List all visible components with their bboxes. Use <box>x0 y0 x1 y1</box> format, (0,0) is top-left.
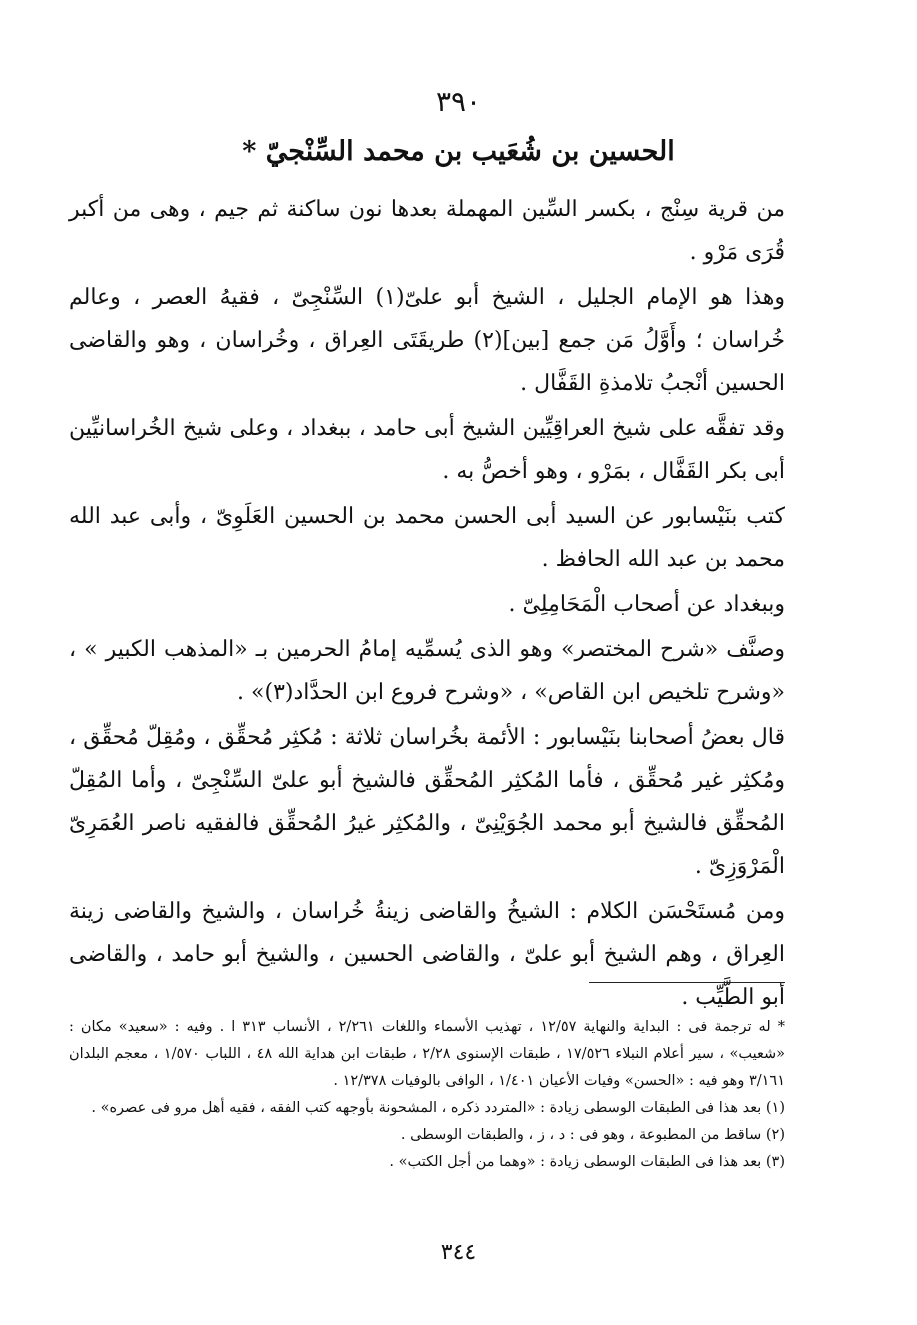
footnotes <box>69 1014 785 1176</box>
paragraph: وقد تفقَّه على شيخ العراقِيِّين الشيخ أبى حامد ، ببغداد ، وعلى شيخ الخُراسانيِّين أبى بكر القَفَّال ، بمَرْو ، وهو أخصُّ به . <box>69 416 785 484</box>
footnote: (٣) بعد هذا فى الطبقات الوسطى زيادة : «وهما من أجل الكتب» . <box>389 1154 785 1170</box>
paragraph: وهذا هو الإمام الجليل ، الشيخ أبو علىّ(١) السِّنْجِىّ ، فقيهُ العصر ، وعالم خُراسان ؛ وأَوَّلُ مَن جمع [بين](٢) طريقَتَى العِراق ، وخُراسان ، وهو والقاضى الحسين أنْجبُ تلامذةِ القَفَّال . <box>69 285 786 396</box>
footnote-separator <box>589 982 785 983</box>
footnote: (٢) ساقط من المطبوعة ، وهو فى : د ، ز ، والطبقات الوسطى . <box>400 1127 785 1143</box>
page-number: ٣٤٤ <box>440 1240 477 1265</box>
paragraph: كتب بنَيْسابور عن السيد أبى الحسن محمد بن الحسين العَلَوِىّ ، وأبى عبد الله محمد بن عبد الله الحافظ . <box>69 504 785 572</box>
entry-title: الحسين بن شُعَيب بن محمد السِّنْجيّ * <box>242 136 675 167</box>
paragraph: قال بعضُ أصحابنا بنَيْسابور : الأئمة بخُراسان ثلاثة : مُكثِر مُحقِّق ، ومُقِلّ مُحقِّق ، ومُكثِر غير مُحقِّق ، فأما المُكثِر المُحقِّق فالشيخ أبو علىّ السِّنْجِىّ ، وأما المُقِلّ المُحقِّق فالشيخ أبو محمد الجُوَيْنِىّ ، والمُكثِر غيرُ المُحقِّق فالفقيه ناصر العُمَرِىّ الْمَرْوَزِىّ . <box>69 725 785 879</box>
paragraph: وصنَّف «شرح المختصر» وهو الذى يُسمِّيه إمامُ الحرمين بـ «المذهب الكبير » ، «وشرح تلخيص ابن القاص» ، «وشرح فروع ابن الحدَّاد(٣)» . <box>69 637 785 705</box>
paragraph: وببغداد عن أصحاب الْمَحَامِلِىّ . <box>508 592 785 617</box>
paragraph: ومن مُستَحْسَن الكلام : الشيخُ والقاضى زينةُ خُراسان ، والشيخ والقاضى زينة العِراق ، وهم الشيخ أبو علىّ ، والقاضى الحسين ، والشيخ أبو حامد ، والقاضى أبو الطَّيِّب . <box>69 899 785 1010</box>
footnote: (١) بعد هذا فى الطبقات الوسطى زيادة : «المتردد ذكره ، المشحونة بأوجهه كتب الفقه ، فقيه أهل مرو فى عصره» . <box>91 1100 785 1116</box>
body-text <box>69 188 785 1021</box>
entry-number: ٣٩٠ <box>435 85 482 118</box>
footnote: * له ترجمة فى : البداية والنهاية ١٢/٥٧ ، تهذيب الأسماء واللغات ٢/٢٦١ ، الأنساب ٣١٣ ا . وفيه : «سعيد» مكان : «شعيب» ، سير أعلام النبلاء ١٧/٥٢٦ ، طبقات الإسنوى ٢/٢٨ ، طبقات ابن هداية الله ٤٨ ، اللباب ١/٥٧٠ ، معجم البلدان ٣/١٦١ وهو فيه : «الحسن» وفيات الأعيان ١/٤٠١ ، الوافى بالوفيات ١٢/٣٧٨ . <box>69 1019 785 1089</box>
paragraph: من قرية سِنْج ، بكسر السِّين المهملة بعدها نون ساكنة ثم جيم ، وهى من أكبر قُرَى مَرْو . <box>69 197 785 265</box>
